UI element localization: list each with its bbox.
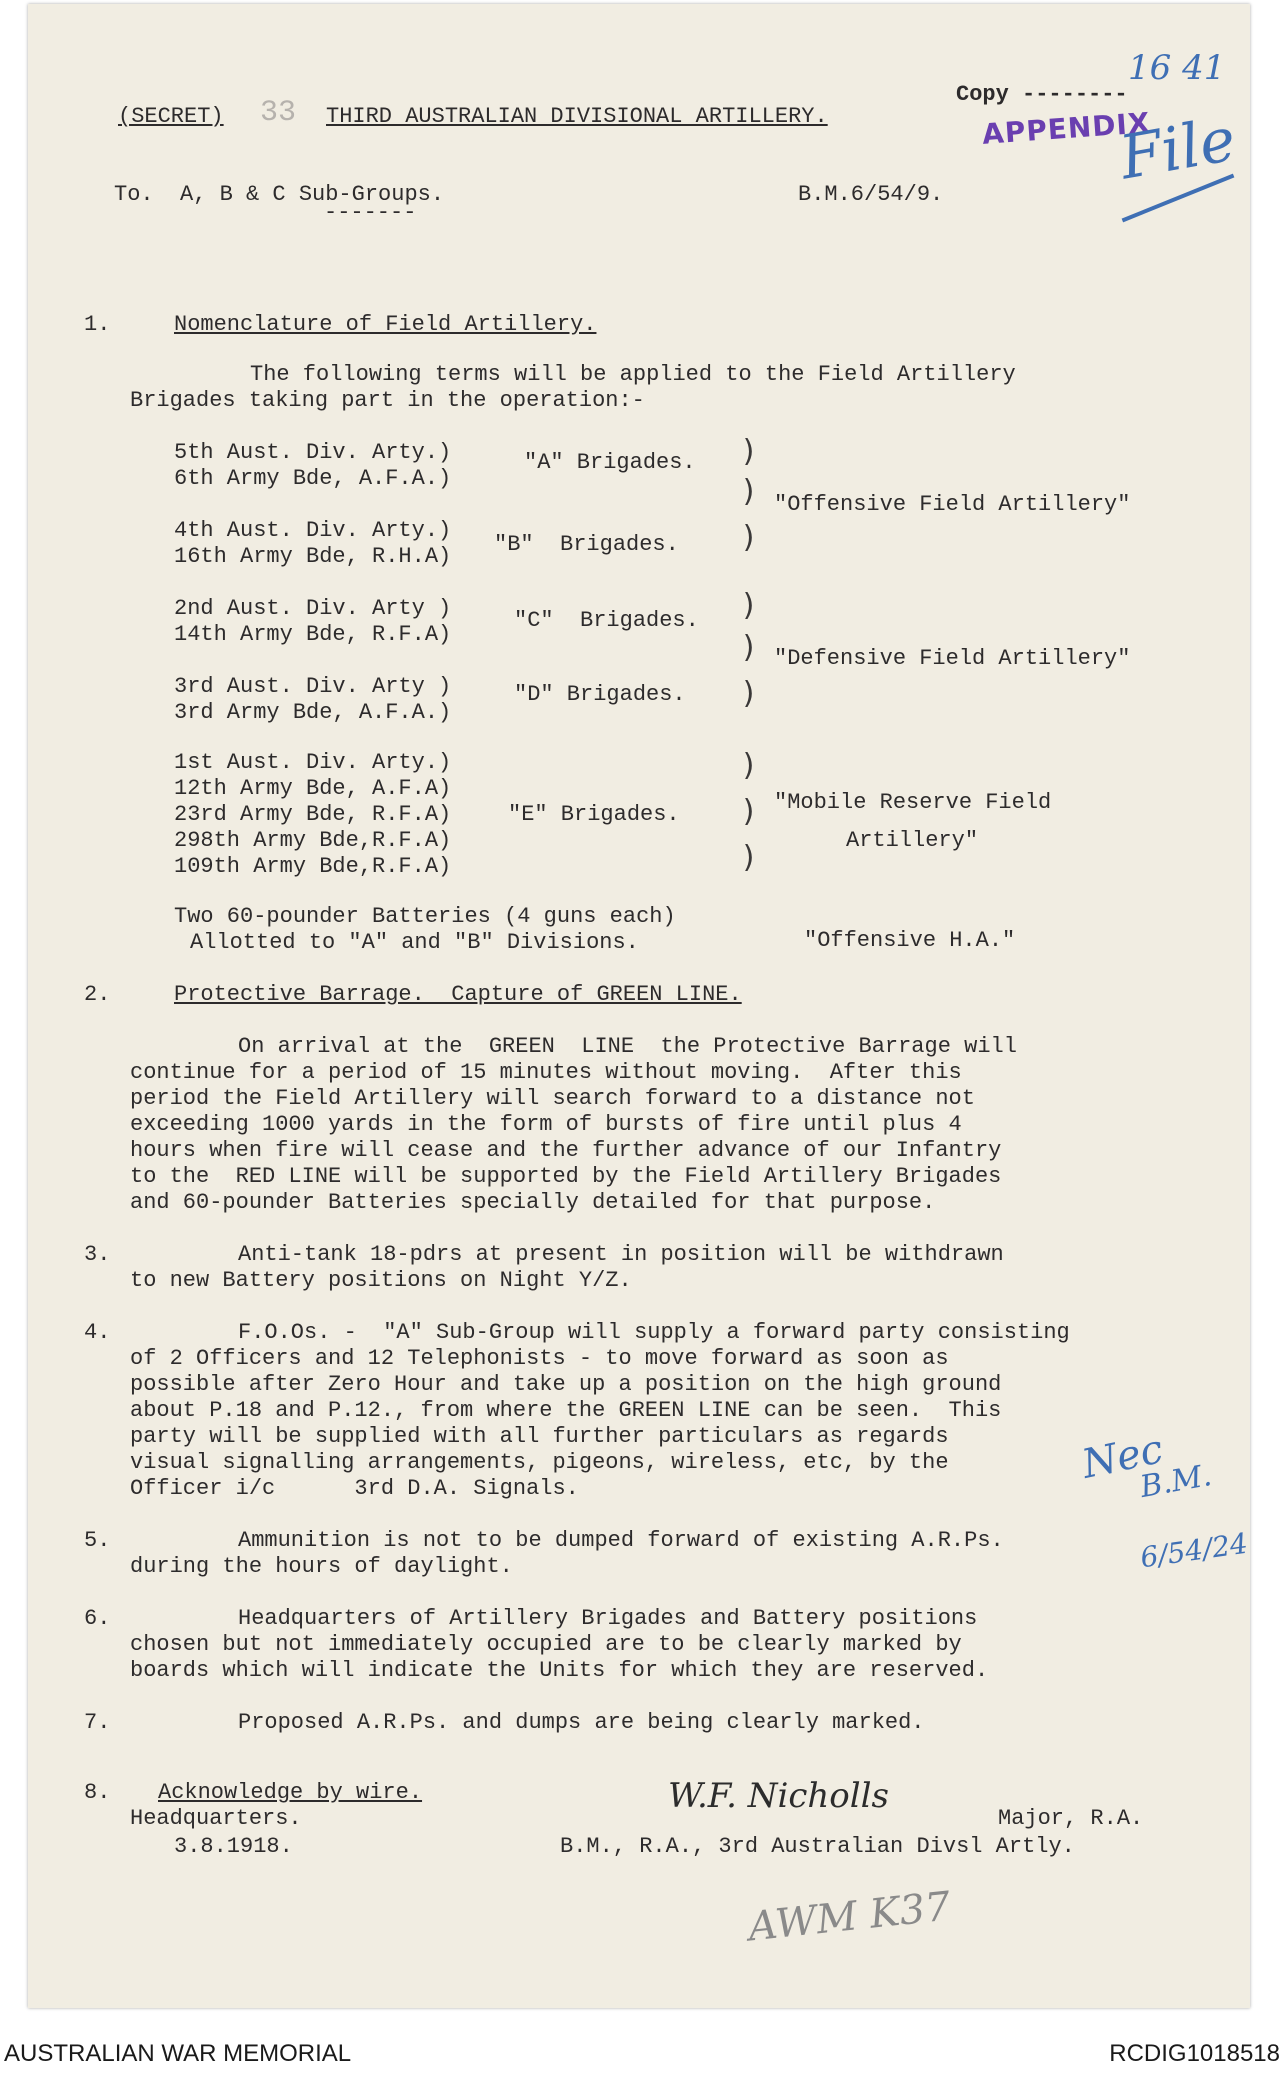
unit-line: 4th Aust. Div. Arty.) [174, 518, 452, 543]
section-number: 7. [84, 1710, 111, 1735]
category-label: "Offensive Field Artillery" [774, 492, 1131, 517]
unit-line: 5th Aust. Div. Arty.) [174, 440, 452, 465]
paragraph-line: continue for a period of 15 minutes without moving. After this [130, 1060, 962, 1085]
signature: W.F. Nicholls [668, 1776, 889, 1816]
unit-line: 16th Army Bde, R.H.A) [174, 544, 452, 569]
section-number: 1. [84, 312, 111, 337]
brigade-label: "C" Brigades. [514, 608, 699, 633]
section-title: Nomenclature of Field Artillery. [174, 312, 597, 337]
paragraph-line: chosen but not immediately occupied are to be clearly marked by [130, 1632, 962, 1657]
margin-note: 6/54/24 [1138, 1526, 1250, 1575]
paragraph-line: The following terms will be applied to the Field Artillery [250, 362, 1016, 387]
unit-line: Allotted to "A" and "B" Divisions. [190, 930, 639, 955]
brace: ) [740, 630, 759, 665]
section-number: 8. [84, 1780, 111, 1805]
document-page [28, 4, 1250, 2008]
hand-file-note: File [1114, 104, 1241, 194]
acknowledge-line: Acknowledge by wire. [158, 1780, 423, 1805]
brace: ) [740, 840, 759, 875]
appendix-stamp: APPENDIX [981, 106, 1152, 151]
unit-line: 23rd Army Bde, R.F.A) [174, 802, 452, 827]
unit-line: 2nd Aust. Div. Arty ) [174, 596, 452, 621]
paragraph-line: Headquarters of Artillery Brigades and Battery positions [238, 1606, 978, 1631]
unit-line: 109th Army Bde,R.F.A) [174, 854, 452, 879]
category-label: "Mobile Reserve Field [774, 790, 1052, 815]
reference-number: B.M.6/54/9. [798, 182, 944, 207]
category-label: "Offensive H.A." [804, 928, 1016, 953]
brace: ) [740, 588, 759, 623]
unit-line: 1st Aust. Div. Arty.) [174, 750, 452, 775]
unit-line: 14th Army Bde, R.F.A) [174, 622, 452, 647]
margin-note: Nec [1078, 1426, 1167, 1488]
paragraph-line: during the hours of daylight. [130, 1554, 513, 1579]
brigade-label: "E" Brigades. [508, 802, 680, 827]
brace: ) [740, 434, 759, 469]
section-number: 3. [84, 1242, 111, 1267]
section-number: 4. [84, 1320, 111, 1345]
brace: ) [740, 520, 759, 555]
unit-line: Two 60-pounder Batteries (4 guns each) [174, 904, 676, 929]
document-date: 3.8.1918. [174, 1834, 293, 1859]
section-number: 2. [84, 982, 111, 1007]
paragraph-line: Anti-tank 18-pdrs at present in position will be withdrawn [238, 1242, 1004, 1267]
copy-label: Copy -------- [956, 82, 1128, 107]
signatory-role: B.M., R.A., 3rd Australian Divsl Artly. [560, 1834, 1075, 1859]
paragraph-line: exceeding 1000 yards in the form of bursts of fire until plus 4 [130, 1112, 962, 1137]
brace: ) [740, 748, 759, 783]
paragraph-line: F.O.Os. - "A" Sub-Group will supply a forward party consisting [238, 1320, 1070, 1345]
unit-line: 3rd Aust. Div. Arty ) [174, 674, 452, 699]
paragraph-line: hours when fire will cease and the further advance of our Infantry [130, 1138, 1002, 1163]
footer-record-id: RCDIG1018518 [1109, 2040, 1280, 2067]
recipients-underline: ------- [324, 200, 417, 225]
recipients: To. A, B & C Sub-Groups. [114, 182, 445, 207]
pencil-note: AWM K37 [746, 1883, 953, 1951]
hand-page-numbers: 16 41 [1128, 48, 1226, 88]
stamp-number: 33 [260, 96, 297, 130]
brigade-label: "B" Brigades. [494, 532, 679, 557]
section-number: 6. [84, 1606, 111, 1631]
paragraph-line: Ammunition is not to be dumped forward of existing A.R.Ps. [238, 1528, 1004, 1553]
paragraph-line: to the RED LINE will be supported by the Field Artillery Brigades [130, 1164, 1002, 1189]
paragraph-line: party will be supplied with all further particulars as regards [130, 1424, 949, 1449]
unit-line: 6th Army Bde, A.F.A.) [174, 466, 452, 491]
brace: ) [740, 474, 759, 509]
signatory-rank: Major, R.A. [998, 1806, 1144, 1831]
paragraph-line: Proposed A.R.Ps. and dumps are being clearly marked. [238, 1710, 925, 1735]
document-title: THIRD AUSTRALIAN DIVISIONAL ARTILLERY. [326, 104, 828, 129]
category-label: "Defensive Field Artillery" [774, 646, 1131, 671]
paragraph-line: On arrival at the GREEN LINE the Protective Barrage will [238, 1034, 1017, 1059]
paragraph-line: of 2 Officers and 12 Telephonists - to move forward as soon as [130, 1346, 949, 1371]
brigade-label: "D" Brigades. [514, 682, 686, 707]
paragraph-line: possible after Zero Hour and take up a position on the high ground [130, 1372, 1002, 1397]
paragraph-line: about P.18 and P.12., from where the GREEN LINE can be seen. This [130, 1398, 1002, 1423]
unit-line: 298th Army Bde,R.F.A) [174, 828, 452, 853]
paragraph-line: and 60-pounder Batteries specially detailed for that purpose. [130, 1190, 936, 1215]
secret-marking: (SECRET) [118, 104, 224, 129]
paragraph-line: Officer i/c 3rd D.A. Signals. [130, 1476, 579, 1501]
paragraph-line: visual signalling arrangements, pigeons, wireless, etc, by the [130, 1450, 949, 1475]
unit-line: 3rd Army Bde, A.F.A.) [174, 700, 452, 725]
brace: ) [740, 676, 759, 711]
paragraph-line: Brigades taking part in the operation:- [130, 388, 645, 413]
headquarters-label: Headquarters. [130, 1806, 302, 1831]
section-number: 5. [84, 1528, 111, 1553]
paragraph-line: period the Field Artillery will search forward to a distance not [130, 1086, 975, 1111]
section-title: Protective Barrage. Capture of GREEN LINE. [174, 982, 742, 1007]
footer-institution: AUSTRALIAN WAR MEMORIAL [4, 2040, 352, 2067]
brigade-label: "A" Brigades. [524, 450, 696, 475]
brace: ) [740, 794, 759, 829]
category-label: Artillery" [846, 828, 979, 853]
paragraph-line: boards which will indicate the Units for which they are reserved. [130, 1658, 989, 1683]
paragraph-line: to new Battery positions on Night Y/Z. [130, 1268, 632, 1293]
margin-note: B.M. [1137, 1458, 1215, 1505]
unit-line: 12th Army Bde, A.F.A) [174, 776, 452, 801]
